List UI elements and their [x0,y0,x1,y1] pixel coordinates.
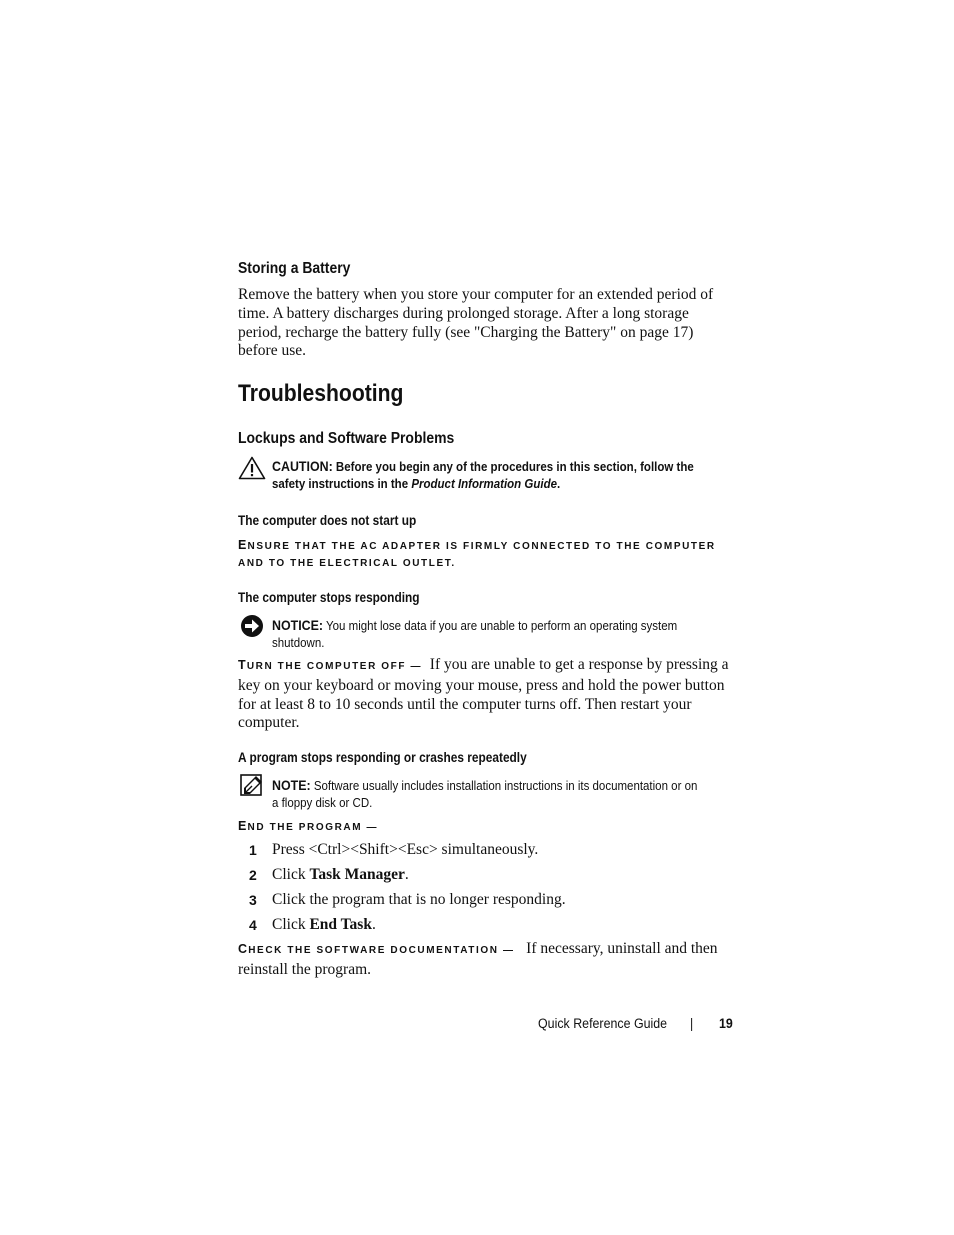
note-pencil-icon [240,774,264,796]
note-text [272,777,704,812]
note-label: NOTE: [272,778,311,793]
storing-battery-paragraph: Remove the battery when you store your computer for an extended period of time. A battery discharges during prolonged storage. After a long storage period, recharge the battery fully (see "Charging the Battery" on page 17) before use. [238,286,714,360]
section-heading-storing-battery: Storing a Battery [238,260,351,277]
footer-page-number: 19 [719,1016,733,1031]
step-text: Click End Task. [272,916,376,933]
caution-icon [238,456,266,480]
caution-period: . [556,477,561,491]
footer-separator: | [690,1016,694,1031]
caution-doc-title: Product Information Guide [411,477,557,491]
no-start-action-text: NSURE THAT THE AC ADAPTER IS FIRMLY CONNECTED TO THE COMPUTER AND TO THE ELECTRICAL OUTLET. [238,541,716,569]
end-program-action-initial: E [238,819,248,833]
turn-off-action-body: If you are unable to get a response by pressing a key on your keyboard or moving your mouse, press and hold the power button for at least 8 to 10 seconds until the computer turns off. Then restart your computer. [238,656,729,732]
caution-label: CAUTION: [272,459,333,474]
turn-off-action-label: URN THE COMPUTER OFF — [246,661,423,672]
problem-heading-program-crashes: A program stops responding or crashes repeatedly [238,750,527,765]
footer-guide-title: Quick Reference Guide [538,1016,668,1031]
notice-icon [240,614,264,638]
step-number: 3 [249,892,257,908]
step-number: 2 [249,867,257,883]
problem-heading-stops-responding: The computer stops responding [238,590,420,605]
chapter-title: Troubleshooting [238,380,404,407]
step-text: Click the program that is no longer responding. [272,891,566,908]
caution-body: Before you begin any of the procedures in this section, follow the safety instructions in the [272,460,694,491]
notice-text [272,617,704,652]
check-doc-action-initial: C [238,942,249,956]
end-program-action-label: ND THE PROGRAM — [247,822,379,833]
step-text: Click Task Manager. [272,866,409,883]
notice-body: You might lose data if you are unable to perform an operating system shutdown. [272,619,678,650]
caution-text [272,458,704,493]
section-heading-lockups: Lockups and Software Problems [238,430,455,447]
end-task-label: End Task [309,916,372,933]
check-doc-action-body: If necessary, uninstall and then reinstall the program. [238,940,718,978]
note-body: Software usually includes installation instructions in its documentation or on a floppy disk or CD. [272,779,698,810]
end-program-action [238,819,378,833]
check-documentation-paragraph [238,940,736,980]
no-start-action [238,537,738,572]
check-doc-action-label: HECK THE SOFTWARE DOCUMENTATION — [248,945,515,956]
step-number: 4 [249,917,257,933]
step-number: 1 [249,842,257,858]
notice-label: NOTICE: [272,618,324,633]
turn-off-paragraph [238,656,736,733]
task-manager-label: Task Manager [309,866,405,883]
turn-off-action-initial: T [238,658,247,672]
problem-heading-no-start: The computer does not start up [238,513,417,528]
step-text: Press <Ctrl><Shift><Esc> simultaneously. [272,841,539,858]
no-start-action-initial: E [238,538,248,552]
